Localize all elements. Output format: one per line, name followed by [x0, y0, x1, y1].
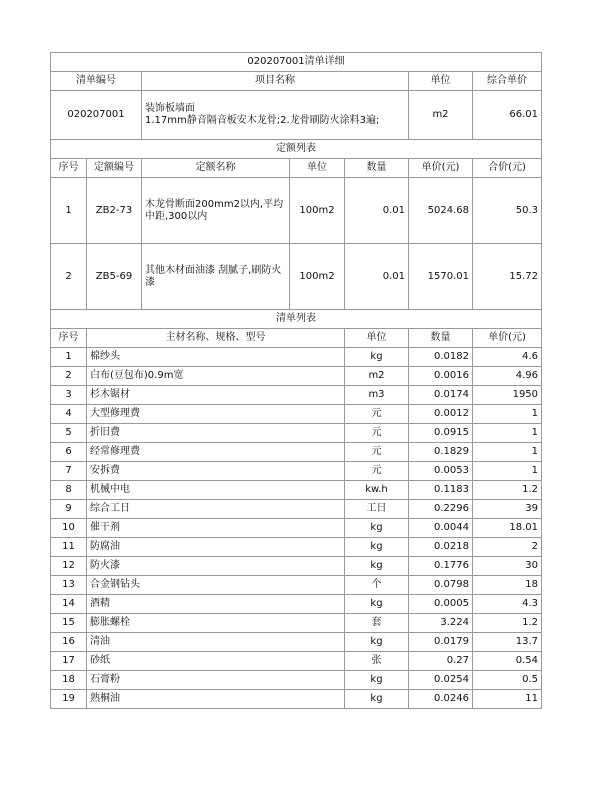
material-qty: 0.0915	[409, 424, 473, 443]
material-qty: 0.0044	[409, 519, 473, 538]
quota-name: 其他木材面油漆 刮腻子,刷防火漆	[142, 244, 290, 310]
material-unit-price: 1950	[473, 386, 542, 405]
quota-name-header: 定额名称	[142, 159, 290, 178]
quota-header-row	[51, 159, 542, 178]
material-seq: 10	[51, 519, 87, 538]
material-unit: 个	[345, 576, 409, 595]
material-name: 石膏粉	[87, 671, 345, 690]
material-qty: 0.0254	[409, 671, 473, 690]
material-seq: 19	[51, 690, 87, 709]
quota-unit-price-header: 单价(元)	[409, 159, 473, 178]
item-code: 020207001	[51, 91, 142, 140]
material-unit: kg	[345, 557, 409, 576]
quota-row	[51, 178, 542, 244]
material-unit-price: 30	[473, 557, 542, 576]
item-name: 装饰板墙面 1.17mm静音隔音板安木龙骨;2.龙骨刷防火涂料3遍;	[142, 91, 409, 140]
material-seq: 1	[51, 348, 87, 367]
material-row	[51, 405, 542, 424]
material-qty: 0.0016	[409, 367, 473, 386]
item-name-header: 项目名称	[142, 72, 409, 91]
material-unit: 元	[345, 424, 409, 443]
material-row	[51, 690, 542, 709]
item-unit-header: 单位	[409, 72, 473, 91]
material-row	[51, 443, 542, 462]
material-unit: m2	[345, 367, 409, 386]
material-qty: 0.0174	[409, 386, 473, 405]
material-unit-price: 13.7	[473, 633, 542, 652]
item-header-row	[51, 72, 542, 91]
quota-section-title: 定额列表	[51, 140, 542, 159]
quota-code: ZB5-69	[87, 244, 142, 310]
material-section-title: 清单列表	[51, 310, 542, 329]
material-unit: 套	[345, 614, 409, 633]
table-title: 020207001清单详细	[51, 53, 542, 72]
material-name: 棉纱头	[87, 348, 345, 367]
material-unit-price: 1.2	[473, 481, 542, 500]
quota-qty: 0.01	[345, 244, 409, 310]
material-unit-price-header: 单价(元)	[473, 329, 542, 348]
material-row	[51, 595, 542, 614]
material-unit: m3	[345, 386, 409, 405]
material-unit: 张	[345, 652, 409, 671]
quota-unit: 100m2	[290, 178, 345, 244]
material-row	[51, 557, 542, 576]
material-name: 安拆费	[87, 462, 345, 481]
material-qty: 0.1183	[409, 481, 473, 500]
quota-seq: 2	[51, 244, 87, 310]
material-row	[51, 576, 542, 595]
material-unit-price: 1	[473, 443, 542, 462]
material-row	[51, 671, 542, 690]
material-section-row	[51, 310, 542, 329]
bill-detail-table	[50, 52, 542, 709]
title-row	[51, 53, 542, 72]
item-code-header: 清单编号	[51, 72, 142, 91]
material-unit: kg	[345, 538, 409, 557]
material-qty: 0.2296	[409, 500, 473, 519]
quota-unit-price: 1570.01	[409, 244, 473, 310]
material-row	[51, 538, 542, 557]
material-qty: 0.0798	[409, 576, 473, 595]
material-seq: 2	[51, 367, 87, 386]
material-qty: 0.27	[409, 652, 473, 671]
material-name-header: 主材名称、规格、型号	[87, 329, 345, 348]
material-unit-price: 4.6	[473, 348, 542, 367]
material-unit-price: 18.01	[473, 519, 542, 538]
quota-unit-price: 5024.68	[409, 178, 473, 244]
material-unit-price: 1.2	[473, 614, 542, 633]
quota-code-header: 定额编号	[87, 159, 142, 178]
quota-total: 15.72	[473, 244, 542, 310]
quota-total: 50.3	[473, 178, 542, 244]
material-row	[51, 386, 542, 405]
material-unit: 元	[345, 405, 409, 424]
material-name: 折旧费	[87, 424, 345, 443]
material-name: 杉木锯材	[87, 386, 345, 405]
material-unit: kg	[345, 671, 409, 690]
material-name: 催干剂	[87, 519, 345, 538]
quota-qty: 0.01	[345, 178, 409, 244]
material-unit: kw.h	[345, 481, 409, 500]
quota-qty-header: 数量	[345, 159, 409, 178]
material-name: 砂纸	[87, 652, 345, 671]
material-unit: 元	[345, 443, 409, 462]
material-qty-header: 数量	[409, 329, 473, 348]
material-seq: 13	[51, 576, 87, 595]
material-seq: 16	[51, 633, 87, 652]
material-unit-price: 18	[473, 576, 542, 595]
material-qty: 0.0053	[409, 462, 473, 481]
quota-unit-header: 单位	[290, 159, 345, 178]
material-qty: 0.0005	[409, 595, 473, 614]
item-unit: m2	[409, 91, 473, 140]
quota-section-row	[51, 140, 542, 159]
material-unit-price: 0.5	[473, 671, 542, 690]
quota-total-header: 合价(元)	[473, 159, 542, 178]
quota-seq: 1	[51, 178, 87, 244]
material-row	[51, 348, 542, 367]
material-name: 白布(豆包布)0.9m宽	[87, 367, 345, 386]
material-unit: kg	[345, 633, 409, 652]
material-unit-header: 单位	[345, 329, 409, 348]
material-unit-price: 4.3	[473, 595, 542, 614]
material-name: 防火漆	[87, 557, 345, 576]
material-unit-price: 1	[473, 462, 542, 481]
material-unit: kg	[345, 348, 409, 367]
quota-code: ZB2-73	[87, 178, 142, 244]
material-unit-price: 11	[473, 690, 542, 709]
material-seq: 4	[51, 405, 87, 424]
material-row	[51, 424, 542, 443]
material-name: 熟桐油	[87, 690, 345, 709]
material-row	[51, 633, 542, 652]
material-seq: 14	[51, 595, 87, 614]
material-seq: 5	[51, 424, 87, 443]
material-name: 膨胀螺栓	[87, 614, 345, 633]
material-qty: 0.1829	[409, 443, 473, 462]
material-row	[51, 652, 542, 671]
item-price: 66.01	[473, 91, 542, 140]
material-qty: 3.224	[409, 614, 473, 633]
material-qty: 0.0182	[409, 348, 473, 367]
material-unit: 工日	[345, 500, 409, 519]
material-unit: kg	[345, 690, 409, 709]
material-name: 清油	[87, 633, 345, 652]
material-qty: 0.1776	[409, 557, 473, 576]
material-seq-header: 序号	[51, 329, 87, 348]
material-unit-price: 4.96	[473, 367, 542, 386]
item-price-header: 综合单价	[473, 72, 542, 91]
material-seq: 15	[51, 614, 87, 633]
material-name: 防腐油	[87, 538, 345, 557]
material-qty: 0.0218	[409, 538, 473, 557]
material-seq: 9	[51, 500, 87, 519]
material-seq: 7	[51, 462, 87, 481]
material-row	[51, 367, 542, 386]
material-seq: 11	[51, 538, 87, 557]
material-name: 酒精	[87, 595, 345, 614]
material-row	[51, 519, 542, 538]
material-seq: 8	[51, 481, 87, 500]
material-name: 合金钢钻头	[87, 576, 345, 595]
material-seq: 18	[51, 671, 87, 690]
material-seq: 6	[51, 443, 87, 462]
material-unit-price: 39	[473, 500, 542, 519]
material-row	[51, 462, 542, 481]
material-name: 综合工日	[87, 500, 345, 519]
material-unit-price: 2	[473, 538, 542, 557]
material-unit: 元	[345, 462, 409, 481]
material-row	[51, 614, 542, 633]
material-unit-price: 1	[473, 424, 542, 443]
material-row	[51, 481, 542, 500]
quota-name: 木龙骨断面200mm2以内,平均中距,300以内	[142, 178, 290, 244]
material-unit-price: 0.54	[473, 652, 542, 671]
material-seq: 3	[51, 386, 87, 405]
material-seq: 17	[51, 652, 87, 671]
quota-unit: 100m2	[290, 244, 345, 310]
material-seq: 12	[51, 557, 87, 576]
material-name: 机械中电	[87, 481, 345, 500]
material-header-row	[51, 329, 542, 348]
material-unit: kg	[345, 519, 409, 538]
material-qty: 0.0179	[409, 633, 473, 652]
item-row	[51, 91, 542, 140]
material-qty: 0.0012	[409, 405, 473, 424]
material-unit: kg	[345, 595, 409, 614]
material-name: 经常修理费	[87, 443, 345, 462]
material-unit-price: 1	[473, 405, 542, 424]
quota-row	[51, 244, 542, 310]
quota-seq-header: 序号	[51, 159, 87, 178]
material-name: 大型修理费	[87, 405, 345, 424]
material-row	[51, 500, 542, 519]
material-qty: 0.0246	[409, 690, 473, 709]
